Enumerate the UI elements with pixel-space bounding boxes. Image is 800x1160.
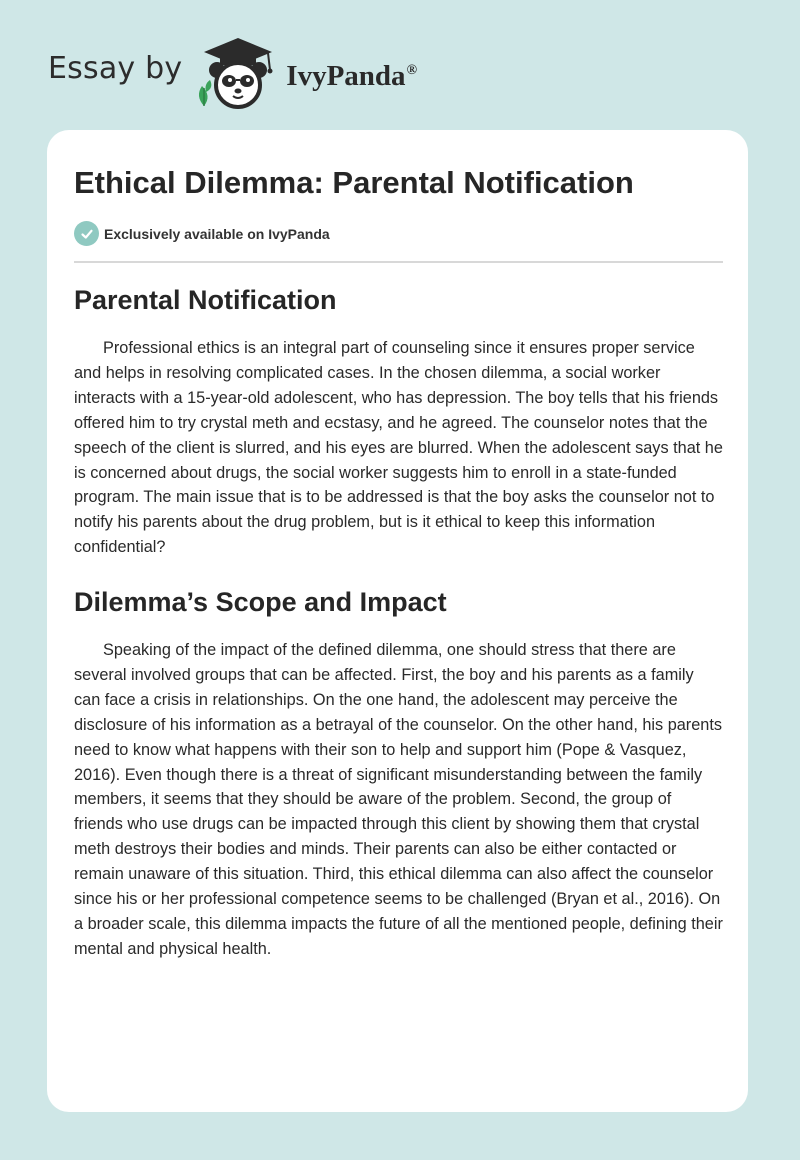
panda-logo-icon <box>192 36 284 112</box>
brand-header[interactable] <box>48 36 417 112</box>
brand-name: IvyPanda® <box>286 59 418 92</box>
page-title: Ethical Dilemma: Parental Notification <box>74 165 634 200</box>
exclusive-badge <box>74 221 330 246</box>
checkmark-icon <box>74 221 99 246</box>
registered-mark: ® <box>406 62 418 78</box>
section-scope-and-impact <box>74 587 724 962</box>
essay-card <box>47 130 748 1112</box>
section-paragraph: Speaking of the impact of the defined dilemma, one should stress that there are several involved groups that can be affected. First, the boy and his parents as a family can face a crisis in relationships. On the one hand, the adolescent may perceive the disclosure of his information as a betrayal of the counselor. On the other hand, his parents need to know what happens with their son to help and support him (Pope & Vasquez, 2016). Even though there is a threat of significant misunderstanding between the family members, it seems that they should be aware of the problem. Second, the group of friends who use drugs can be impacted through this client by showing them that crystal meth destroys their bodies and minds. Their parents can also be either contacted or remain unaware of this situation. Third, this ethical dilemma can also affect the counselor since his or her professional competence seems to be challenged (Bryan et al., 2016). On a broader scale, this dilemma impacts the future of all the mentioned people, defining their mental and physical health. <box>74 641 723 958</box>
exclusive-label: Exclusively available on IvyPanda <box>104 225 330 242</box>
section-heading: Dilemma’s Scope and Impact <box>74 587 447 617</box>
title-divider <box>74 261 723 263</box>
brand-prefix: Essay by <box>48 50 183 86</box>
section-parental-notification <box>74 285 724 560</box>
section-heading: Parental Notification <box>74 285 337 315</box>
section-paragraph: Professional ethics is an integral part of counseling since it ensures proper service and helps in resolving complicated cases. In the chosen dilemma, a social worker interacts with a 15-year-old adolescent, who has depression. The boy tells that his friends offered him to try crystal meth and ecstasy, and he agreed. The counselor notes that the speech of the client is slurred, and his eyes are blurred. When the adolescent says that he is concerned about drugs, the social worker suggests him to enroll in a state-funded program. The main issue that is to be addressed is that the boy asks the counselor not to notify his parents about the drug problem, but is it ethical to keep this information confidential? <box>74 339 723 557</box>
